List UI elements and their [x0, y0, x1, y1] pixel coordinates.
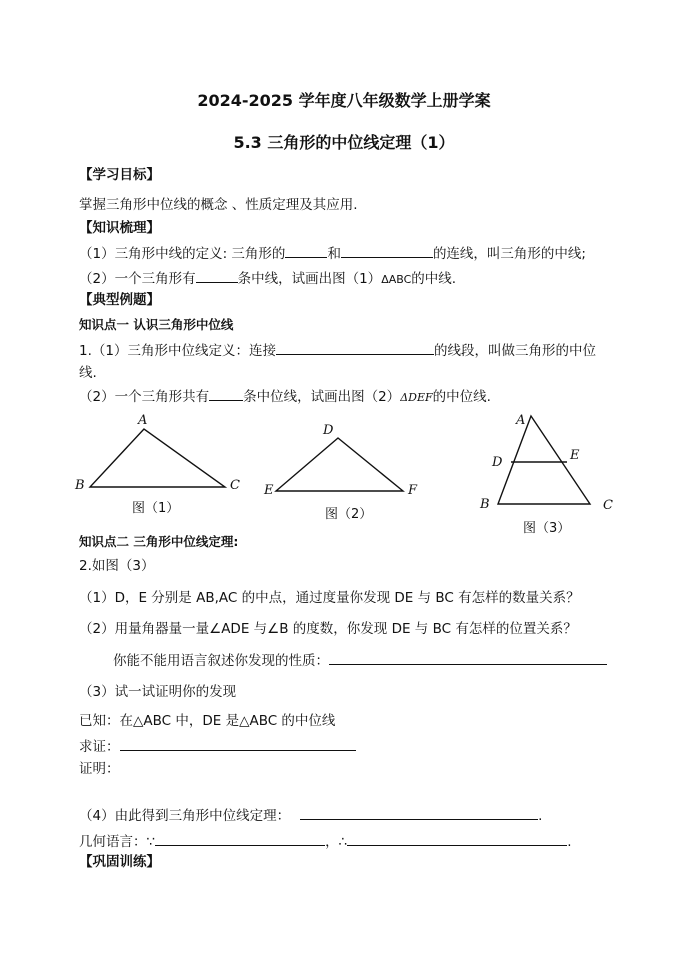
figure-3-caption: 图（3） [523, 521, 571, 536]
example-1-cont: 线. [79, 365, 97, 381]
vertex-label-c: C [603, 498, 613, 513]
geo-because: 几何语言：∵ [79, 834, 156, 850]
examples-heading: 【典型例题】 [79, 292, 160, 308]
figure-3 [470, 406, 630, 516]
vertex-label-b: B [480, 497, 490, 512]
doc-title: 2024-2025 学年度八年级数学上册学案 [197, 91, 491, 110]
vertex-label-a: A [516, 413, 526, 428]
review-q2-a: （2）一个三角形有 [79, 271, 196, 287]
vertex-label-c: C [230, 478, 240, 493]
triangle-abc [90, 429, 225, 487]
knowledge-point-1: 知识点一 认识三角形中位线 [79, 317, 234, 332]
vertex-label-b: B [75, 478, 85, 493]
part-4-end: . [538, 808, 543, 824]
blank-field[interactable] [209, 387, 243, 401]
example-1 [79, 341, 596, 360]
figure-1 [70, 408, 250, 500]
practice-heading: 【巩固训练】 [79, 854, 160, 870]
part-2: （2）用量角器量一量∠ADE 与∠B 的度数，你发现 DE 与 BC 有怎样的位置关系？ [79, 621, 577, 637]
blank-field[interactable] [285, 244, 327, 258]
example-1-a: 1.（1）三角形中位线定义：连接 [79, 343, 276, 359]
figure-2 [258, 418, 428, 500]
goals-heading: 【学习目标】 [79, 167, 160, 183]
triangle-name: ΔABC [381, 273, 412, 286]
figure-1-caption: 图（1） [132, 501, 180, 516]
blank-field[interactable] [155, 832, 325, 846]
geometric-language [79, 832, 571, 851]
review-q1-b: 和 [327, 246, 341, 262]
review-q2-b: 条中线，试画出图（1） [237, 271, 382, 287]
blank-field[interactable] [196, 269, 238, 283]
knowledge-point-2: 知识点二 三角形中位线定理: [79, 534, 239, 549]
property-prompt: 你能不能用语言叙述你发现的性质： [113, 653, 329, 669]
review-q2-c: 的中线. [411, 271, 457, 287]
prove-label: 求证： [79, 739, 120, 755]
figure-2-caption: 图（2） [325, 507, 373, 522]
part-4-text: （4）由此得到三角形中位线定理： [79, 808, 291, 824]
geo-therefore: ，∴ [325, 834, 348, 850]
blank-field[interactable] [347, 832, 567, 846]
review-q1 [79, 244, 586, 263]
blank-field[interactable] [341, 244, 433, 258]
blank-field[interactable] [276, 341, 434, 355]
vertex-label-f: F [408, 483, 418, 498]
review-q2 [79, 269, 456, 289]
goals-text: 掌握三角形中位线的概念 、性质定理及其应用. [79, 197, 358, 213]
blank-field[interactable] [329, 651, 607, 665]
question-2: 2.如图（3） [79, 558, 155, 574]
part-1: （1）D，E 分别是 AB,AC 的中点，通过度量你发现 DE 与 BC 有怎样的数量关系？ [79, 590, 580, 606]
part-4 [79, 806, 542, 825]
geo-end: . [567, 834, 572, 850]
review-q1-c: 的连线，叫三角形的中线; [432, 246, 586, 262]
blank-field[interactable] [300, 806, 538, 820]
point-label-e: E [570, 448, 580, 463]
point-label-d: D [492, 455, 503, 470]
triangle-def [276, 438, 403, 491]
review-q1-a: （1）三角形中线的定义: 三角形的 [79, 246, 286, 262]
vertex-label-e: E [264, 483, 274, 498]
example-2-c: 的中位线. [432, 389, 491, 405]
example-1-b: 的线段，叫做三角形的中位 [433, 343, 596, 359]
review-heading: 【知识梳理】 [79, 220, 160, 236]
lesson-title: 5.3 三角形的中位线定理（1） [233, 133, 455, 152]
example-2-b: 条中位线，试画出图（2） [243, 389, 401, 405]
given: 已知：在△ABC 中，DE 是△ABC 的中位线 [79, 713, 336, 729]
vertex-label-a: A [138, 413, 148, 428]
example-2 [79, 387, 491, 407]
property-statement [113, 651, 607, 670]
vertex-label-d: D [323, 423, 334, 438]
triangle-name: ΔDEF [400, 391, 433, 404]
example-2-a: （2）一个三角形共有 [79, 389, 210, 405]
prove [79, 737, 356, 756]
part-3: （3）试一试证明你的发现 [79, 684, 237, 700]
blank-field[interactable] [120, 737, 356, 751]
proof-label: 证明： [79, 761, 120, 777]
